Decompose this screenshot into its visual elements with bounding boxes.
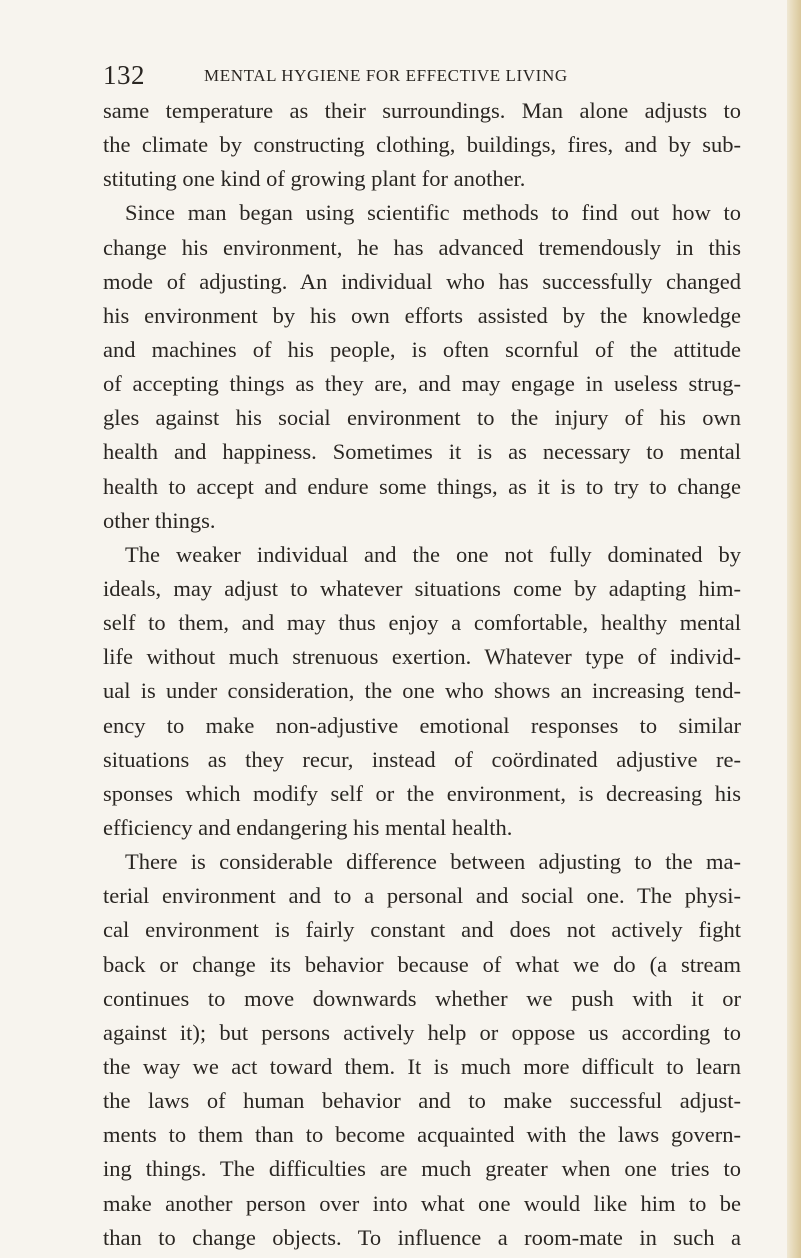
page-edge xyxy=(787,0,801,1258)
text-line: Since man began using scientific methods to find out how to xyxy=(125,200,741,226)
text-line: than to change objects. To influence a room-mate in such a xyxy=(103,1224,741,1250)
text-line: of accepting things as they are, and may engage in useless strug- xyxy=(103,371,741,397)
text-line: ual is under consideration, the one who shows an increasing tend- xyxy=(103,678,741,704)
text-line: ency to make non-adjustive emotional responses to similar xyxy=(103,712,741,738)
text-line: cal environment is fairly constant and does not actively fight xyxy=(103,917,741,943)
text-line: There is considerable difference between adjusting to the ma- xyxy=(125,849,741,875)
text-line: and machines of his people, is often scornful of the attitude xyxy=(103,336,741,362)
text-line: situations as they recur, instead of coördinated adjustive re- xyxy=(103,746,741,772)
text-line: same temperature as their surroundings. Man alone adjusts to xyxy=(103,98,741,123)
text-line: back or change its behavior because of what we do (a stream xyxy=(103,951,741,977)
text-line: mode of adjusting. An individual who has successfully changed xyxy=(103,268,741,294)
text-line: ing things. The difficulties are much greater when one tries to xyxy=(103,1156,741,1182)
text-line: the way we act toward them. It is much more difficult to learn xyxy=(103,1053,741,1079)
text-line: sponses which modify self or the environment, is decreasing his xyxy=(103,780,741,806)
text-line: terial environment and to a personal and social one. The physi- xyxy=(103,883,741,909)
text-line: health to accept and endure some things, as it is to try to change xyxy=(103,473,741,499)
page-number: 132 xyxy=(103,60,145,90)
text-line: the laws of human behavior and to make successful adjust- xyxy=(103,1088,741,1114)
text-line: life without much strenuous exertion. Whatever type of individ- xyxy=(103,644,741,670)
text-line: efficiency and endangering his mental health. xyxy=(103,814,513,840)
text-line: The weaker individual and the one not fully dominated by xyxy=(125,541,741,567)
text-line: other things. xyxy=(103,507,216,533)
body-text xyxy=(103,94,741,1255)
text-line: gles against his social environment to the injury of his own xyxy=(103,405,741,431)
text-line: ideals, may adjust to whatever situations come by adapting him- xyxy=(103,575,741,601)
text-line: self to them, and may thus enjoy a comfortable, healthy mental xyxy=(103,610,741,636)
text-line: against it); but persons actively help or oppose us according to xyxy=(103,1019,741,1045)
text-line: ments to them than to become acquainted with the laws govern- xyxy=(103,1122,741,1148)
text-line: the climate by constructing clothing, buildings, fires, and by sub- xyxy=(103,132,741,158)
text-line: make another person over into what one would like him to be xyxy=(103,1190,741,1216)
text-line: stituting one kind of growing plant for another. xyxy=(103,166,526,192)
text-line: change his environment, he has advanced tremendously in this xyxy=(103,234,741,260)
running-head: MENTAL HYGIENE FOR EFFECTIVE LIVING xyxy=(204,66,568,85)
page-header xyxy=(103,60,743,90)
text-line: health and happiness. Sometimes it is as necessary to mental xyxy=(103,439,741,465)
text-line: continues to move downwards whether we push with it or xyxy=(103,985,741,1011)
text-line: his environment by his own efforts assisted by the knowledge xyxy=(103,302,741,328)
